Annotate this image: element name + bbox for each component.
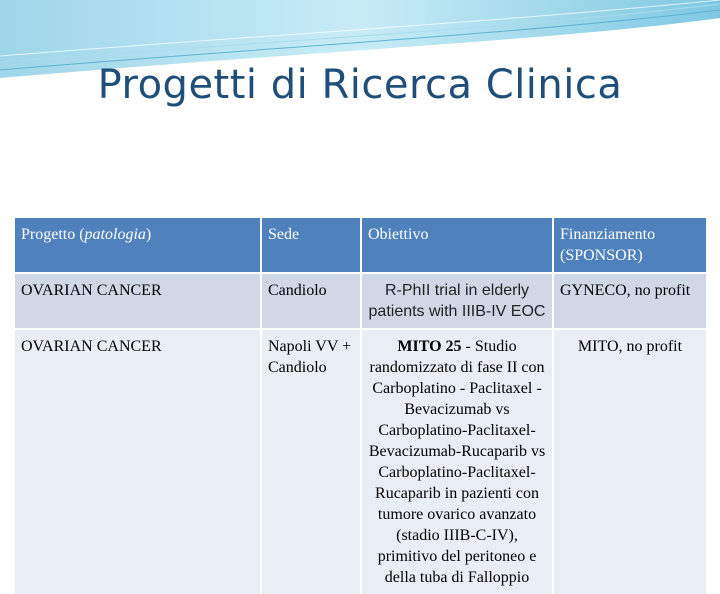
header-finanziamento: Finanziamento (SPONSOR) (552, 218, 706, 272)
cell-finanziamento: MITO, no profit (552, 328, 706, 594)
table-row (15, 272, 706, 328)
cell-progetto: OVARIAN CANCER (15, 328, 260, 594)
header-progetto (15, 218, 260, 272)
cell-progetto: OVARIAN CANCER (15, 272, 260, 328)
cell-obiettivo-text: - Studio randomizzato di fase II con Carboplatino - Paclitaxel - Bevacizumab vs Carboplatino-Paclitaxel-Bevacizumab-Rucaparib vs Carboplatino-Paclitaxel- Rucaparib in pazienti con tumore ovarico avanzato (stadio IIIB-C-IV), primitivo del peritoneo e della tuba di Falloppio (368, 338, 546, 586)
header-sede: Sede (260, 218, 360, 272)
cell-obiettivo-study-name: MITO 25 (397, 338, 462, 355)
page-title: Progetti di Ricerca Clinica (97, 62, 623, 108)
cell-sede: Candiolo (260, 272, 360, 328)
cell-sede: Napoli VV + Candiolo (260, 328, 360, 594)
header-progetto-italic: patologia (84, 226, 146, 243)
table-row (15, 328, 706, 594)
cell-obiettivo: R-PhII trial in elderly patients with IIIB-IV EOC (360, 272, 552, 328)
header-obiettivo: Obiettivo (360, 218, 552, 272)
projects-table (15, 218, 706, 594)
cell-obiettivo (360, 328, 552, 594)
cell-finanziamento: GYNECO, no profit (552, 272, 706, 328)
header-progetto-text: Progetto ( (21, 226, 85, 243)
header-progetto-suffix: ) (145, 226, 152, 243)
table-header-row (15, 218, 706, 272)
